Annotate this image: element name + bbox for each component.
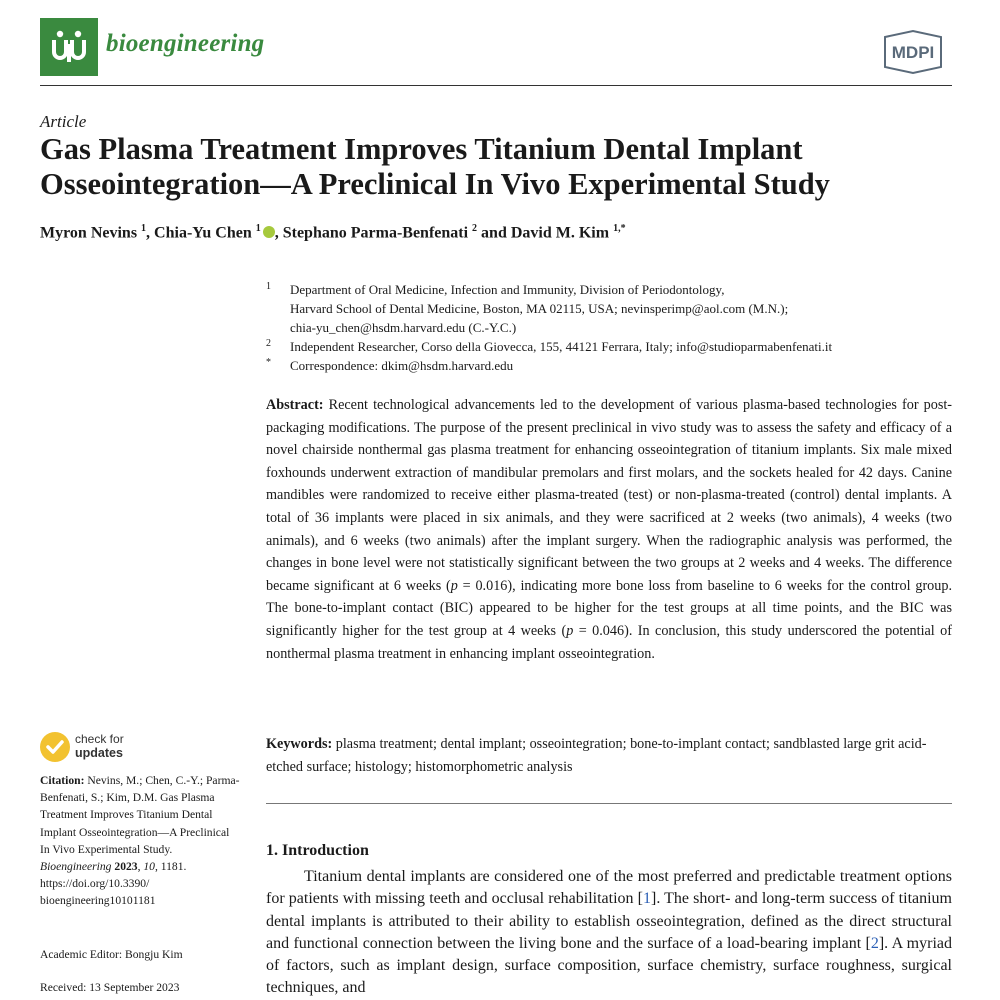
p-symbol: p (566, 622, 574, 639)
author-list: Myron Nevins $^1$, Chia-Yu Chen $^1$ , Stephano Parma-Benfenati $^2$ and David M. Kim $^{1,*}$ (40, 223, 626, 242)
citation-doi-link[interactable]: https://doi.org/10.3390/ bioengineering10101181 (40, 877, 156, 908)
received-date: Received: 13 September 2023 (40, 981, 180, 994)
citation-journal: Bioengineering (40, 860, 112, 874)
affiliation-line[interactable]: chia-yu_chen@hsdm.harvard.edu (C.-Y.C.) (290, 320, 517, 335)
author-affiliation-mark: 2 (472, 223, 478, 234)
check-for-updates-button[interactable] (40, 732, 170, 768)
author-affiliation-mark: 1 (255, 223, 261, 234)
p-symbol: p (450, 577, 458, 594)
section-heading: 1. Introduction (266, 842, 369, 859)
intro-text: ]. A myriad of factors, such as implant design, surface composition, surface chemistry, surface roughness, surgical techniques, and (266, 934, 953, 997)
author-name[interactable]: Stephano Parma-Benfenati (282, 224, 469, 242)
citation-text: Nevins, M.; Chen, C.-Y.; Parma-Benfenati, S.; Kim, D.M. Gas Plasma Treatment Improves Titanium Dental Implant Osseointegration—A Preclinical In Vivo Experimental Study. (40, 774, 240, 856)
affiliation-mark: 2 (266, 338, 271, 349)
abstract (266, 394, 952, 665)
check-updates-label: updates (75, 746, 123, 760)
section-divider (266, 803, 952, 804)
abstract-text: Recent technological advancements led to the development of various plasma-based technologies for post-packaging modifications. The purpose of the present preclinical in vivo study was to assess the safety and efficacy of a novel chairside nonthermal gas plasma treatment for enhancing osseointegration of titanium implants. Six male mixed foxhounds underwent extraction of mandibular premolars and first molars, and the sockets healed for 42 days. Canine mandibles were randomized to receive either plasma-treated (test) or non-plasma-treated (control) dental implants. A total of 36 implants were placed in six animals, and they were sacrificed at 2 weeks (two animals), 4 weeks (two animals), and 6 weeks (two animals) after the implant surgery. When the radiographic analysis was performed, the changes in bone level were not statistically significant between the two groups at 2 weeks and 4 weeks. The difference became significant at 6 weeks ( (266, 397, 953, 594)
correspondence-line[interactable]: Correspondence: dkim@hsdm.harvard.edu (290, 358, 514, 373)
reference-link[interactable]: 1 (642, 890, 651, 908)
citation-block: Citation: Nevins, M.; Chen, C.-Y.; Parma-Benfenati, S.; Kim, D.M. Gas Plasma Treatment Improves Titanium Dental Implant Osseointegration—A Preclinical In Vivo Experimental Study. Bioengineering 2023, 10, 1181. https://doi.org/10.3390/ bioengineering10101181 (40, 774, 240, 908)
intro-text: Titanium dental implants are considered one of the most preferred and predictable treatment options for patients with missing teeth and occlusal rehabilitation [ (266, 868, 952, 908)
publisher-name: MDPI (891, 43, 935, 62)
citation-volume: 10 (143, 860, 155, 874)
citation-page: , 1181. (154, 860, 187, 874)
author-affiliation-mark: 1,* (613, 223, 626, 234)
publisher-logo-icon (877, 29, 949, 75)
author-name[interactable]: Chia-Yu Chen (154, 224, 252, 242)
keywords-text: plasma treatment; dental implant; osseointegration; bone-to-implant contact; sandblasted large grit acid-etched surface; histology; histomorphometric analysis (266, 736, 927, 775)
author-name[interactable]: Myron Nevins (40, 224, 138, 242)
author-affiliation-mark: 1 (141, 223, 147, 234)
author-name[interactable]: David M. Kim (510, 224, 610, 242)
affiliation-item (266, 280, 956, 337)
affiliation-line[interactable]: Harvard School of Dental Medicine, Boston, MA 02115, USA; nevinsperimp@aol.com (M.N.); (290, 301, 789, 316)
citation-label: Citation: (40, 774, 85, 787)
abstract-label: Abstract: (266, 397, 324, 413)
article-type: Article (40, 112, 87, 131)
abstract-text: = 0.046). In conclusion, this study underscored the potential of nonthermal plasma treatment in enhancing implant osseointegration. (266, 622, 952, 662)
affiliation-line[interactable]: Independent Researcher, Corso della Giovecca, 155, 44121 Ferrara, Italy; info@studioparmabenfenati.it (290, 339, 833, 354)
introduction-paragraph (266, 866, 952, 1000)
affiliation-mark: 1 (266, 281, 271, 292)
check-updates-icon (40, 732, 70, 762)
keywords (266, 733, 952, 778)
academic-editor: Academic Editor: Bongju Kim (40, 948, 183, 961)
check-updates-label: check for (75, 732, 124, 746)
intro-text: ]. The short- and long-term success of titanium dental implants is attributed to their ability to establish osseointegration, defined as the direct structural and functional connection between the living bone and the surface of a load-bearing implant [ (266, 890, 953, 952)
keywords-label: Keywords: (266, 736, 333, 752)
citation-year: 2023 (114, 860, 138, 874)
journal-logo-icon (40, 18, 98, 76)
reference-link[interactable]: 2 (870, 934, 879, 952)
header-divider (40, 85, 952, 86)
journal-name: bioengineering (106, 30, 265, 57)
article-title: Gas Plasma Treatment Improves Titanium Dental Implant Osseointegration—A Preclinical In Vivo Experimental Study (40, 132, 830, 201)
correspondence-mark: * (266, 357, 271, 368)
abstract-text: = 0.016), indicating more bone loss from baseline to 6 weeks for the control group. The bone-to-implant contact (BIC) appeared to be higher for the test groups at all time points, and the BIC was significantly higher for the test group at 4 weeks ( (266, 577, 953, 639)
orcid-icon[interactable] (263, 226, 275, 238)
affiliation-line: Department of Oral Medicine, Infection and Immunity, Division of Periodontology, (290, 282, 725, 297)
affiliation-item (266, 337, 956, 356)
affiliations (266, 280, 956, 375)
correspondence-item (266, 356, 956, 375)
